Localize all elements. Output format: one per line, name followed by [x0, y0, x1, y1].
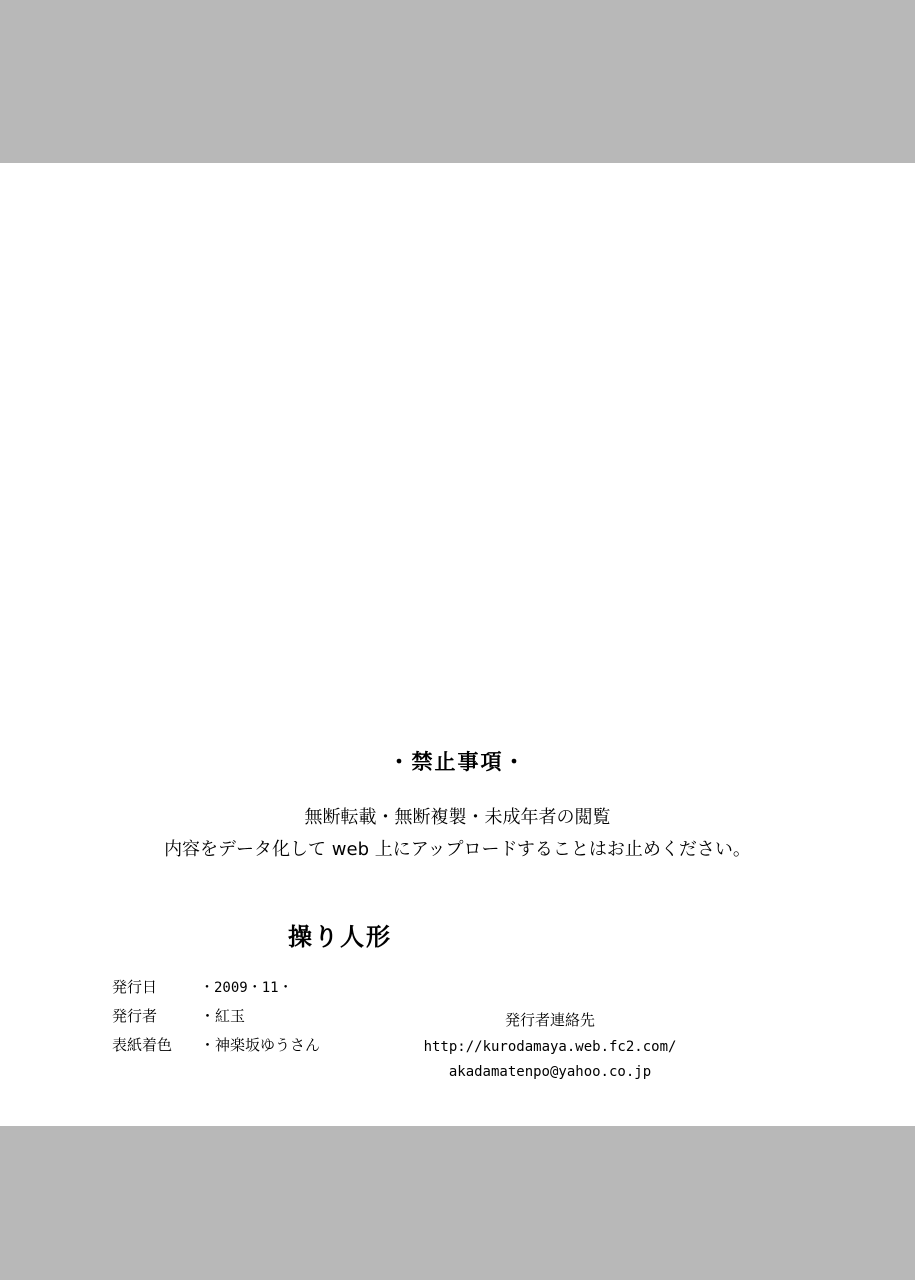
credit-row [112, 1005, 320, 1026]
credit-value-publisher: ・紅玉 [200, 1007, 246, 1025]
prohibition-text-line-1: 無断転載・無断複製・未成年者の閲覧 [304, 807, 611, 828]
contact-website-link[interactable]: http://kurodamaya.web.fc2.com/ [423, 1039, 677, 1055]
credit-value-cover-color: ・神楽坂ゆうさん [200, 1036, 321, 1054]
credit-row [112, 976, 320, 997]
credits-block [112, 976, 320, 1063]
credit-value-publication-date: ・2009・11・ [200, 980, 293, 996]
credit-label-publication-date: 発行日 [112, 978, 158, 996]
page-sheet [0, 163, 915, 1126]
prohibition-heading: ・禁止事項・ [388, 750, 527, 774]
contact-block [400, 1009, 700, 1080]
colophon-section [0, 163, 915, 1126]
contact-heading: 発行者連絡先 [504, 1011, 595, 1029]
credit-label-cover-color: 表紙着色 [112, 1036, 173, 1054]
credit-row [112, 1034, 320, 1055]
work-title: 操り人形 [288, 923, 392, 951]
contact-email-link[interactable]: akadamatenpo@yahoo.co.jp [448, 1064, 652, 1080]
prohibition-text-line-2: 内容をデータ化して web 上にアップロードすることはお止めください。 [164, 839, 751, 860]
credit-label-publisher: 発行者 [112, 1007, 158, 1025]
